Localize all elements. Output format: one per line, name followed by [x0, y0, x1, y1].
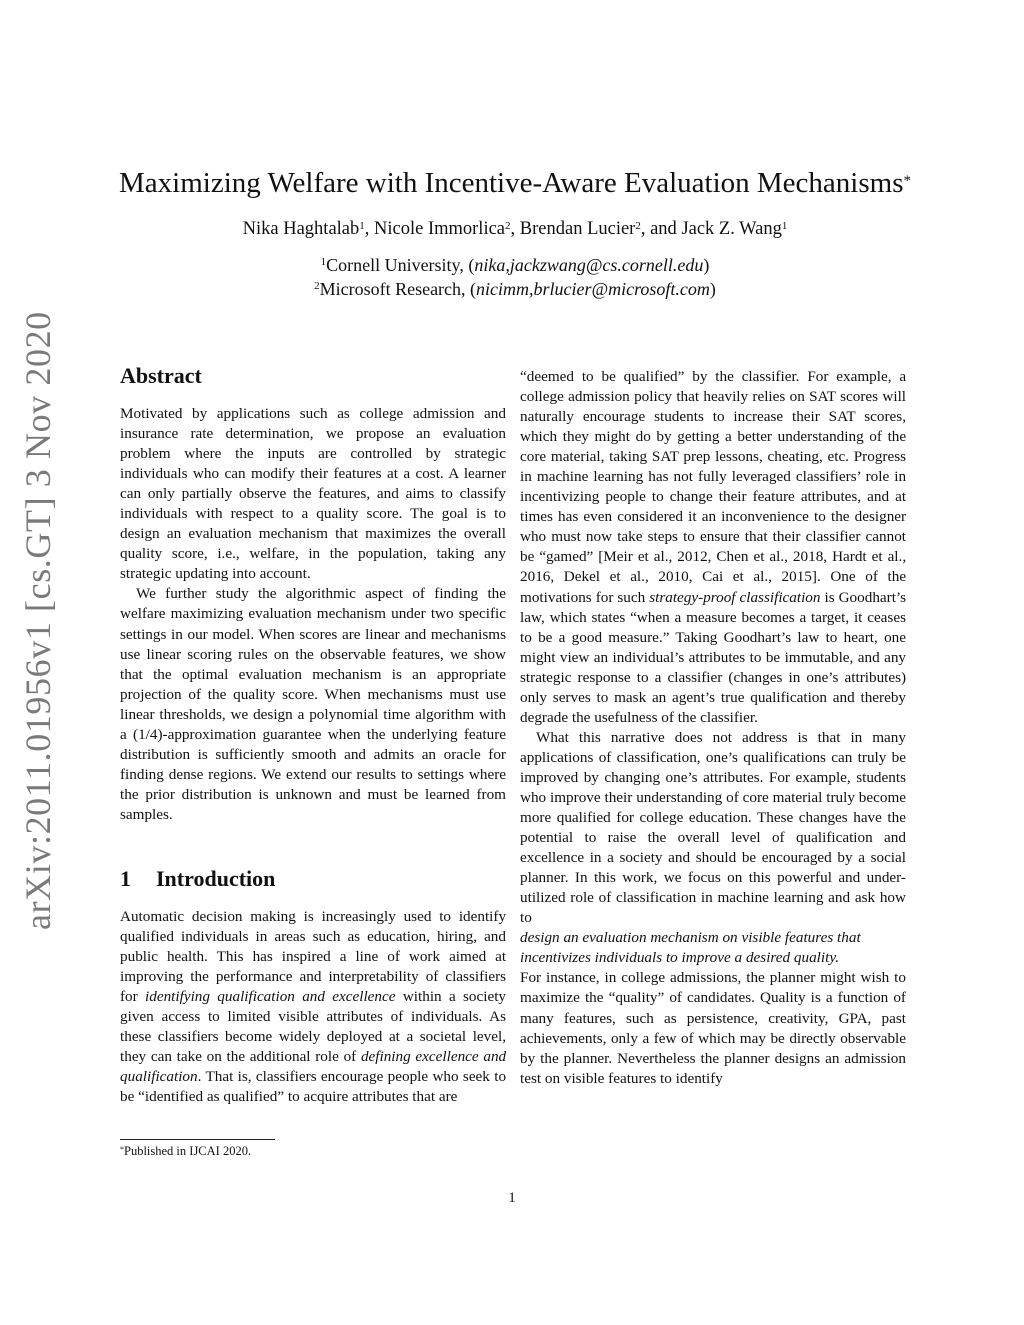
section-number: 1 [120, 865, 131, 891]
research-question-quote: design an evaluation mechanism on visible features that incentivizes individuals to improve a desired quality. [520, 929, 861, 967]
body-text: Automatic decision making is increasingly used to identify qualified individuals in areas such as education, hiring, and public health. This has inspired a line of work aimed at improving the performance and interpretability of classifiers for [120, 907, 507, 1006]
affiliation-line [110, 277, 920, 301]
affiliation-line [110, 253, 920, 277]
intro-paragraph: For instance, in college admissions, the planner might wish to maximize the “quality” of candidates. Quality is a function of many features, such as persistence, creativity, GPA, past achievements, only a few of which may be directly observable by the planner. Nevertheless the planner designs an admission test on visible features to identify [520, 969, 906, 1087]
footnote-mark: * [120, 1145, 124, 1154]
author-affiliation-mark: 2 [505, 220, 511, 232]
body-text: . That is, classifiers encourage people who seek to be “identified as qualified” to acquire attributes that are [120, 1068, 507, 1106]
body-text: “deemed to be qualified” by the classifier. For example, a college admission policy that heavily relies on SAT scores will naturally encourage students to increase their SAT scores, which they might do by getting a better understanding of the core material, taking SAT prep lessons, cheating, etc. Progress in machine learning has not fully leveraged classifiers’ role in incentivizing people to change their feature attributes, and at times has even considered it an inconvenience to the designer who must now take steps to ensure that their classifier cannot be “gamed” [Meir et al., 2012, Chen et al., 2018, Hardt et al., 2016, Dekel et al., 2010, Cai et al., 2015]. One of the motivations for such [520, 368, 907, 606]
footnote-text: Published in IJCAI 2020. [124, 1144, 252, 1158]
title-text: Maximizing Welfare with Incentive-Aware Evaluation Mechanisms [119, 167, 904, 199]
abstract-paragraph: We further study the algorithmic aspect of finding the welfare maximizing evaluation mechanism under two specific settings in our model. When scores are linear and mechanisms use linear scoring rules on the observable features, we show that the optimal evaluation mechanism is an appropriate projection of the quality score. When mechanisms must use linear thresholds, we design a polynomial time algorithm with a (1/4)-approximation guarantee when the underlying feature distribution is sufficiently smooth and admits an oracle for finding dense regions. We extend our results to settings where the prior distribution is unknown and must be learned from samples. [120, 585, 506, 823]
author-affiliation-mark: 1 [781, 220, 788, 232]
section-title: Introduction [156, 865, 276, 891]
affiliation-mark: 2 [314, 280, 320, 292]
affiliation-email: nicimm,brlucier@microsoft.com [476, 279, 710, 299]
author-name: Nika Haghtalab [242, 219, 360, 239]
affiliation-email: nika,jackzwang@cs.cornell.edu [474, 255, 704, 275]
footnote [120, 1143, 251, 1159]
author-affiliation-mark: 2 [635, 220, 641, 232]
left-column [120, 362, 506, 1107]
author-name: Nicole Immorlica [374, 219, 506, 239]
intro-paragraph-continued [520, 367, 906, 728]
author-separator: , [510, 219, 520, 239]
paper-title [110, 165, 920, 201]
intro-paragraph-start [120, 907, 506, 1107]
right-column [520, 367, 906, 1089]
abstract-paragraph: Motivated by applications such as college admission and insurance rate determination, we propose an evaluation problem where the inputs are controlled by strategic individuals who can modify their features at a cost. A learner can only partially observe the features, and aims to classify individuals with respect to a quality score. The goal is to design an evaluation mechanism that maximizes the overall quality score, i.e., welfare, in the population, taking any strategic updating into account. [120, 405, 506, 583]
emphasized-text: identifying qualification and excellence [145, 988, 396, 1006]
intro-paragraph: What this narrative does not address is that in many applications of classification, one’s qualifications can truly be improved by changing one’s attributes. For example, students who improve their understanding of core material truly become more qualified for college education. These changes have the potential to raise the overall level of qualification and excellence in a society and should be encouraged by a social planner. In this work, we focus on this powerful and under-utilized role of classification in machine learning and ask how to [520, 728, 906, 927]
affiliation-close: ) [703, 255, 710, 275]
paper-header [110, 165, 920, 301]
author-separator: , [364, 219, 375, 239]
abstract-heading: Abstract [120, 363, 202, 388]
author-name: Jack Z. Wang [681, 219, 782, 239]
affiliation-org: Cornell University, ( [326, 255, 475, 275]
affiliation-mark: 1 [320, 256, 327, 268]
page-number: 1 [508, 1190, 516, 1206]
affiliation-close: ) [709, 279, 716, 299]
footnote-rule [120, 1139, 275, 1140]
introduction-heading [120, 865, 506, 893]
affiliation-list [110, 253, 920, 301]
body-text: is Goodhart’s law, which states “when a measure becomes a target, it ceases to be a good measure.” Taking Goodhart’s law to heart, one might view an individual’s attributes to be immutable, and any strategic response to a classifier (changes in one’s attributes) only serves to mask an agent’s true qualification and thereby degrade the usefulness of the classifier. [520, 588, 907, 726]
arxiv-stamp: arXiv:2011.01956v1 [cs.GT] 3 Nov 2020 [18, 311, 58, 930]
author-name: Brendan Lucier [519, 219, 636, 239]
author-separator: , and [640, 219, 682, 239]
body-text: within a society given access to limited visible attributes of individuals. As these classifiers become widely deployed at a societal level, they can take on the additional role of [120, 988, 507, 1066]
affiliation-org: Microsoft Research, ( [319, 279, 477, 299]
title-footnote-mark: * [903, 173, 911, 189]
author-list [110, 217, 920, 241]
emphasized-text: defining excellence and qualification [120, 1048, 507, 1086]
author-affiliation-mark: 1 [359, 220, 365, 232]
emphasized-text: strategy-proof classification [649, 588, 821, 606]
